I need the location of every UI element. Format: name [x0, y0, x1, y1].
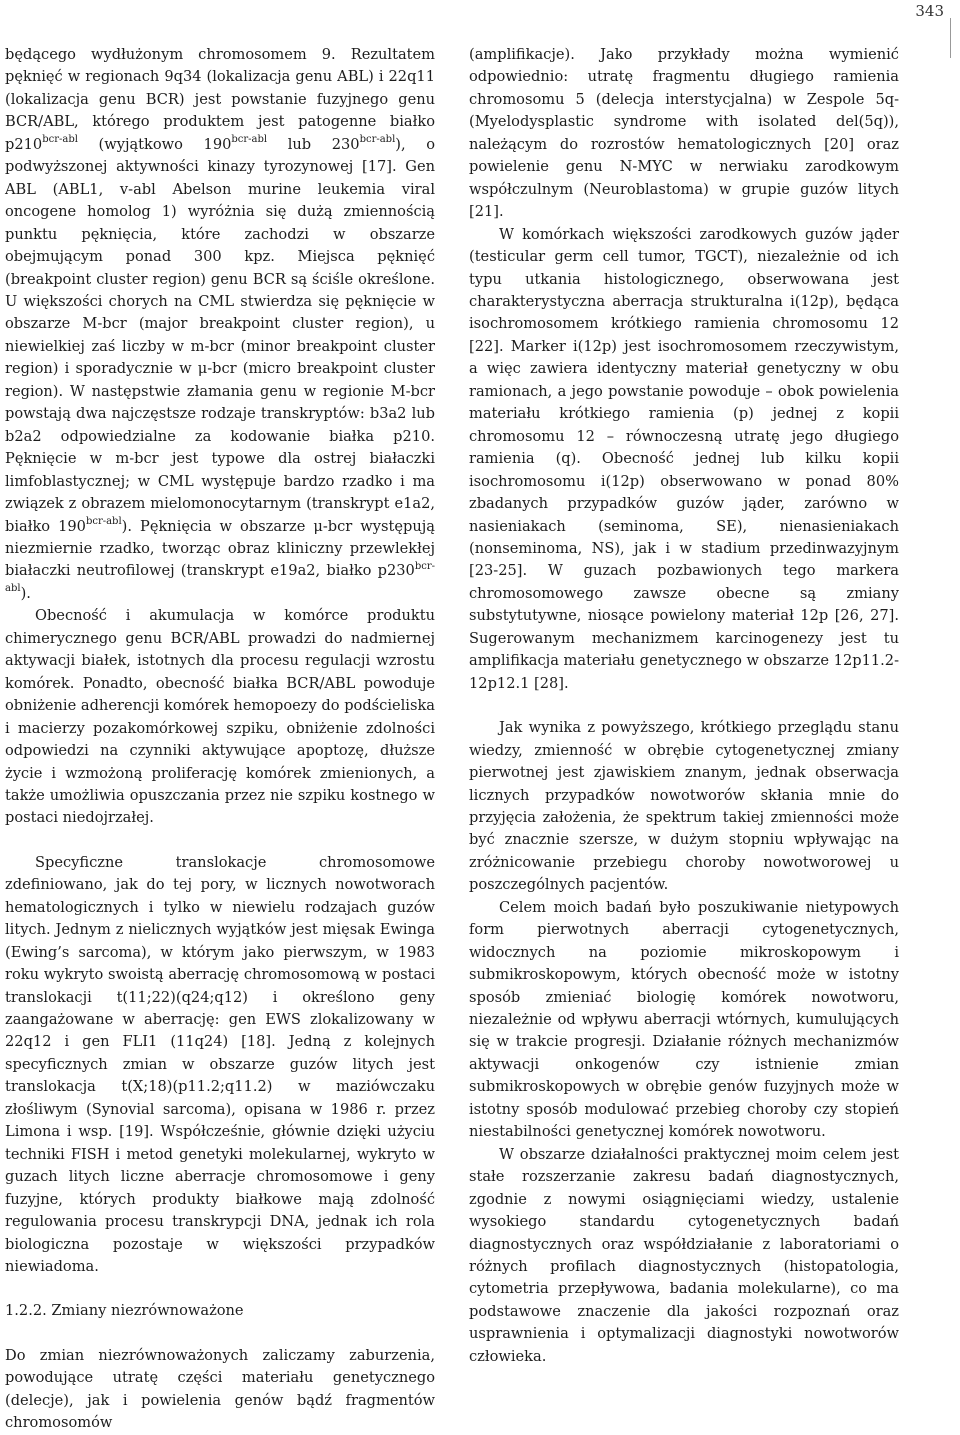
left-column	[5, 44, 435, 1435]
left-paragraph-2: Obecność i akumulacja w komórce produktu chimerycznego genu BCR/ABL prowadzi do nadmiernej aktywacji białek, istotnych dla procesu regulacji wzrostu komórek. Ponadto, obecność białka BCR/ABL powoduje obniżenie adherencji komórek hemopoezy do podścieliska i macierzy pozakomórkowej szpiku, obniżenie zdolności odpowiedzi na czynniki aktywujące apoptozę, dłuższe życie i wzmożoną proliferację komórek zmienionych, a także umożliwia opuszczania przez nie szpiku kostnego w postaci niedojrzałej.	[5, 607, 435, 827]
right-column	[469, 44, 899, 1368]
page-number: 343	[915, 2, 944, 20]
section-heading: 1.2.2. Zmiany niezrównoważone	[5, 1302, 244, 1320]
right-paragraph-5: W obszarze działalności praktycznej moim celem jest stałe rozszerzanie zakresu badań diagnostycznych, zgodnie z nowymi osiągnięciami wiedzy, ustalenie wysokiego standardu cytogenetycznych badań diagnostycznych oraz współdziałanie z laboratoriami o różnych profilach diagnostycznych (histopatologia, cytometria przepływowa, badania molekularne), co ma podstawowe znaczenie dla jakości rozpoznań oraz usprawnienia i optymalizacji diagnostyki nowotworów człowieka.	[469, 1145, 899, 1365]
left-paragraph-4: Do zmian niezrównoważonych zaliczamy zaburzenia, powodujące utratę części materiału genetycznego (delecje), jak i powielenia genów bądź fragmentów chromosomów	[5, 1346, 435, 1432]
right-paragraph-4: Celem moich badań było poszukiwanie nietypowych form pierwotnych aberracji cytogenetycznych, widocznych na poziomie mikroskopowym i submikroskopowym, których obecność może w istotny sposób zmieniać biologię komórek nowotworu, niezależnie od wpływu aberracji wtórnych, kumulujących się w trakcie progresji. Działanie różnych mechanizmów aktywacji onkogenów czy istnienie zmian submikroskopowych w obrębie genów fuzyjnych może w istotny sposób modulować przebieg choroby czy stopień niestabilności genetycznej komórek nowotworu.	[469, 898, 899, 1141]
left-paragraph-1: będącego wydłużonym chromosomem 9. Rezultatem pęknięć w regionach 9q34 (lokalizacja genu ABL) i 22q11 (lokalizacja genu BCR) jest powstanie fuzyjnego genu BCR/ABL, którego produktem jest patogenne białko $p210^{bcr-abl}$ (wyjątkowo $190^{bcr-abl}$ lub $230^{bcr-abl}$), o podwyższonej aktywności kinazy tyrozynowej [17]. Gen ABL (ABL1, v-abl Abelson murine leukemia viral oncogene homolog 1) wyróżnia się dużą zmiennością punktu pęknięcia, które zachodzi w obszarze obejmującym ponad 300 kpz. Miejsca pęknięć (breakpoint cluster region) genu BCR są ściśle określone. U większości chorych na CML stwierdza się pęknięcie w obszarze M-bcr (major breakpoint cluster region), u niewielkiej zaś liczby w m-bcr (minor breakpoint cluster region) i sporadycznie w μ-bcr (micro breakpoint cluster region). W następstwie złamania genu w regionie M-bcr powstają dwa najczęstsze rodzaje transkryptów: b3a2 lub b2a2 odpowiedzialne za kodowanie białka p210. Pęknięcie w m-bcr jest typowe dla ostrej białaczki limfoblastycznej; w CML występuje bardzo rzadko i ma związek z obrazem mielomonocytarnym (transkrypt e1a2, białko $190^{bcr-abl}$). Pęknięcia w obszarze μ-bcr występują niezmiernie rzadko, tworząc obraz kliniczny przewlekłej białaczki neutrofilowej (transkrypt e19a2, białko $p230^{bcr-abl}$).	[5, 46, 435, 602]
left-paragraph-3: Specyficzne translokacje chromosomowe zdefiniowano, jak do tej pory, w licznych nowotworach hematologicznych i tylko w niewielu rodzajach guzów litych. Jednym z nielicznych wyjątków jest mięsak Ewinga (Ewing’s sarcoma), w którym jako pierwszym, w 1983 roku wykryto swoistą aberrację chromosomową w postaci translokacji t(11;22)(q24;q12) i określono geny zaangażowane w aberrację: gen EWS zlokalizowany w 22q12 i gen FLI1 (11q24) [18]. Jedną z kolejnych specyficznych zmian w obszarze guzów litych jest translokacja t(X;18)(p11.2;q11.2) w maziówczaku złośliwym (Synovial sarcoma), opisana w 1986 r. przez Limona i wsp. [19]. Współcześnie, głównie dzięki użyciu techniki FISH i metod genetyki molekularnej, wykryto w guzach litych liczne aberracje chromosomowe i geny fuzyjne, których produkty białkowe mają zdolność regulowania procesu transkrypcji DNA, jednak ich rola biologiczna pozostaje w większości przypadków niewiadoma.	[5, 853, 435, 1276]
right-paragraph-3: Jak wynika z powyższego, krótkiego przeglądu stanu wiedzy, zmienność w obrębie cytogenetycznej zmiany pierwotnej jest zjawiskiem znanym, jednak obserwacja licznych przypadków nowotworów skłania mnie do przyjęcia założenia, że spektrum takiej zmienności może być znacznie szersze, w dużym stopniu wpływając na zróżnicowanie przebiegu choroby nowotworowej u poszczególnych pacjentów.	[469, 719, 899, 894]
right-paragraph-2: W komórkach większości zarodkowych guzów jąder (testicular germ cell tumor, TGCT), niezależnie od ich typu utkania histologicznego, obserwowana jest charakterystyczna aberracja strukturalna i(12p), będąca isochromosomem krótkiego ramienia chromosomu 12 [22]. Marker i(12p) jest isochromosomem rzeczywistym, a więc zawiera identyczny materiał genetyczny w obu ramionach, a jego powstanie powoduje – obok powielenia materiału krótkiego ramienia (p) jednej z kopii chromosomu 12 – równoczesną utratę jego długiego ramienia (q). Obecność jednej lub kilku kopii isochromosomu i(12p) obserwowano w ponad 80% zbadanych przypadków guzów jąder, zarówno w nasieniakach (seminoma, SE), nienasieniakach (nonseminoma, NS), jak i w stadium przedinwazyjnym [23-25]. W guzach pozbawionych tego markera chromosomowego zawsze obecne są zmiany substytutywne, niosące powielony materiał 12p [26, 27]. Sugerowanym mechanizmem karcinogenezy jest tu amplifikacja materiału genetycznego w obszarze 12p11.2-12p12.1 [28].	[469, 225, 899, 692]
header-rule	[950, 18, 951, 58]
right-paragraph-1: (amplifikacje). Jako przykłady można wymienić odpowiednio: utratę fragmentu długiego ramienia chromosomu 5 (delecja interstycjalna) w Zespole 5q- (Myelodysplastic syndrome with isolated del(5q)), należącym do rozrostów hematologicznych [20] oraz powielenie genu N-MYC w nerwiaku zarodkowym współczulnym (Neuroblastoma) w grupie guzów litych [21].	[469, 46, 899, 221]
